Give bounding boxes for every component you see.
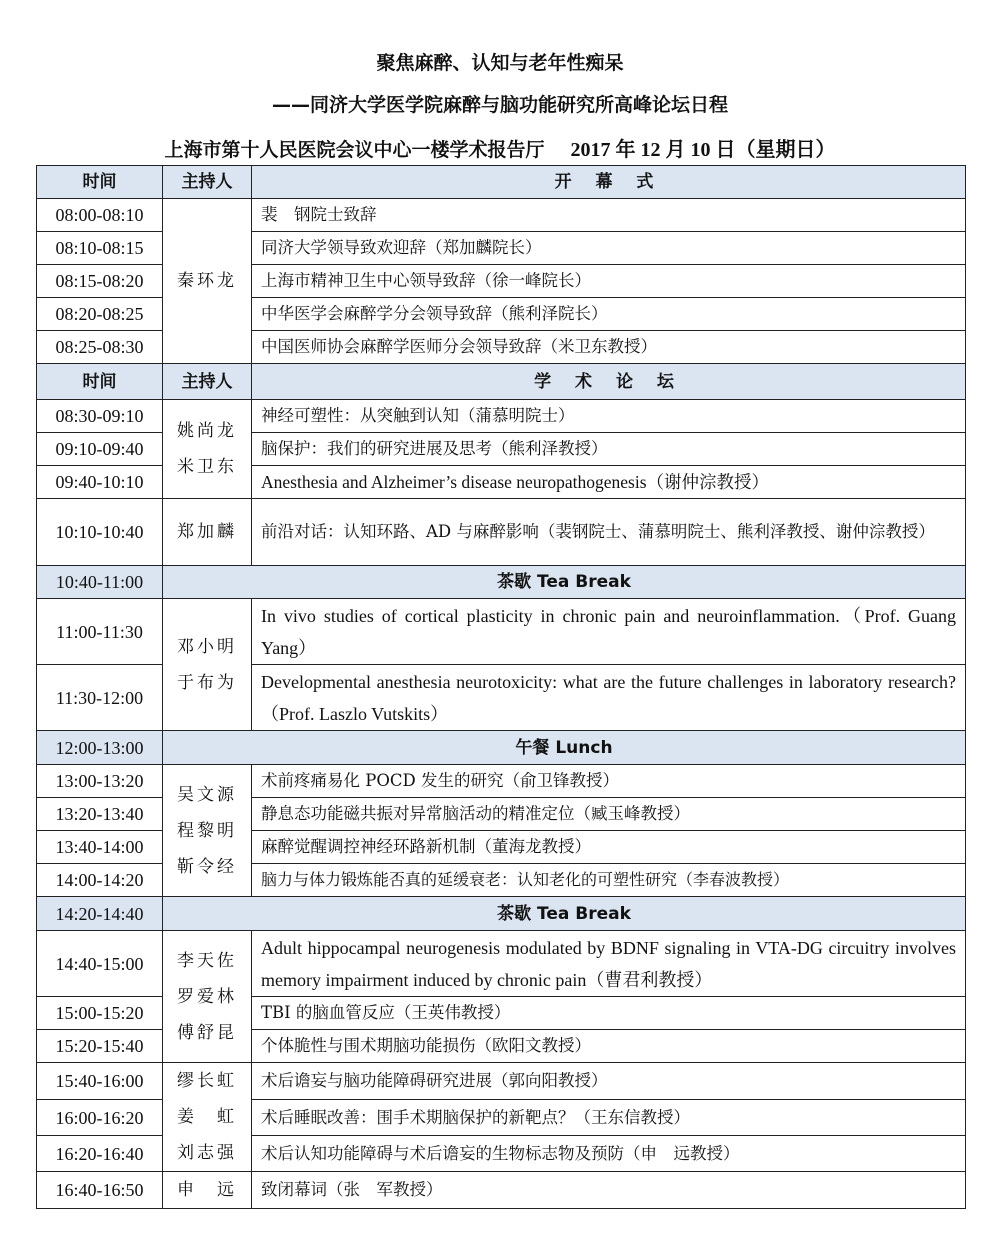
- venue: 上海市第十人民医院会议中心一楼学术报告厅: [164, 139, 545, 161]
- break-row: [37, 731, 966, 765]
- topic-cell: 脑力与体力锻炼能否真的延缓衰老：认知老化的可塑性研究（李春波教授）: [252, 864, 966, 897]
- table-row: [37, 499, 966, 566]
- time-cell: 11:30-12:00: [37, 665, 163, 731]
- host-cell: 郑加麟: [163, 499, 252, 566]
- break-row: [37, 897, 966, 931]
- time-cell: 15:20-15:40: [37, 1030, 163, 1063]
- event-date: 2017 年 12 月 10 日（星期日）: [570, 139, 836, 161]
- table-row: [37, 1172, 966, 1209]
- table-row: [37, 199, 966, 232]
- time-cell: 11:00-11:30: [37, 599, 163, 665]
- host-cell: 邓小明 于布为: [163, 599, 252, 731]
- topic-cell: 裴 钢院士致辞: [252, 199, 966, 232]
- time-cell: 08:20-08:25: [37, 298, 163, 331]
- break-label: 茶歇 Tea Break: [163, 897, 966, 931]
- topic-cell: 前沿对话：认知环路、AD 与麻醉影响（裴钢院士、蒲慕明院士、熊利泽教授、谢仲淙教授）: [252, 499, 966, 566]
- col-header-time: 时间: [37, 364, 163, 400]
- col-header-host: 主持人: [163, 364, 252, 400]
- topic-cell: 中国医师协会麻醉学医师分会领导致辞（米卫东教授）: [252, 331, 966, 364]
- time-cell: 15:40-16:00: [37, 1063, 163, 1100]
- time-cell: 09:10-09:40: [37, 433, 163, 466]
- time-cell: 16:20-16:40: [37, 1136, 163, 1172]
- time-cell: 13:20-13:40: [37, 798, 163, 831]
- time-cell: 14:00-14:20: [37, 864, 163, 897]
- time-cell: 15:00-15:20: [37, 997, 163, 1030]
- topic-cell: In vivo studies of cortical plasticity in chronic pain and neuroinflammation.（Prof. Guang Yang）: [252, 599, 966, 665]
- topic-cell: 个体脆性与围术期脑功能损伤（欧阳文教授）: [252, 1030, 966, 1063]
- topic-cell: 中华医学会麻醉学分会领导致辞（熊利泽院长）: [252, 298, 966, 331]
- header-row: [37, 364, 966, 400]
- topic-cell: 术后认知功能障碍与术后谵妄的生物标志物及预防（申 远教授）: [252, 1136, 966, 1172]
- topic-cell: 术后睡眠改善：围手术期脑保护的新靶点？（王东信教授）: [252, 1100, 966, 1136]
- col-header-host: 主持人: [163, 166, 252, 199]
- time-cell: 09:40-10:10: [37, 466, 163, 499]
- section-title-opening: 开 幕 式: [252, 166, 966, 199]
- host-cell: 申 远: [163, 1172, 252, 1209]
- time-cell: 13:00-13:20: [37, 765, 163, 798]
- time-cell: 14:20-14:40: [37, 897, 163, 931]
- topic-cell: 上海市精神卫生中心领导致辞（徐一峰院长）: [252, 265, 966, 298]
- time-cell: 08:30-09:10: [37, 400, 163, 433]
- schedule-table: [36, 165, 966, 1209]
- time-cell: 10:10-10:40: [37, 499, 163, 566]
- table-row: [37, 931, 966, 997]
- time-cell: 08:00-08:10: [37, 199, 163, 232]
- host-cell: 缪长虹 姜 虹 刘志强: [163, 1063, 252, 1172]
- topic-cell: 静息态功能磁共振对异常脑活动的精准定位（臧玉峰教授）: [252, 798, 966, 831]
- title-subtitle: ——同济大学医学院麻醉与脑功能研究所高峰论坛日程: [271, 94, 728, 116]
- table-row: [37, 1063, 966, 1100]
- topic-cell: Adult hippocampal neurogenesis modulated by BDNF signaling in VTA-DG circuitry involves memory impairment induced by chronic pain（曹君利教授）: [252, 931, 966, 997]
- topic-cell: Developmental anesthesia neurotoxicity: what are the future challenges in laboratory research?（Prof. Laszlo Vutskits）: [252, 665, 966, 731]
- col-header-time: 时间: [37, 166, 163, 199]
- host-cell: 姚尚龙 米卫东: [163, 400, 252, 499]
- host-cell: 吴文源 程黎明 靳令经: [163, 765, 252, 897]
- time-cell: 14:40-15:00: [37, 931, 163, 997]
- host-cell: 秦环龙: [163, 199, 252, 364]
- host-cell: 李天佐 罗爱林 傅舒昆: [163, 931, 252, 1063]
- topic-cell: 同济大学领导致欢迎辞（郑加麟院长）: [252, 232, 966, 265]
- time-cell: 10:40-11:00: [37, 566, 163, 599]
- time-cell: 08:15-08:20: [37, 265, 163, 298]
- topic-cell: TBI 的脑血管反应（王英伟教授）: [252, 997, 966, 1030]
- time-cell: 16:00-16:20: [37, 1100, 163, 1136]
- break-label: 午餐 Lunch: [163, 731, 966, 765]
- break-label: 茶歇 Tea Break: [163, 566, 966, 599]
- break-row: [37, 566, 966, 599]
- title-venue-date: [0, 133, 1000, 162]
- title-main: 聚焦麻醉、认知与老年性痴呆: [376, 52, 624, 74]
- topic-cell: 致闭幕词（张 军教授）: [252, 1172, 966, 1209]
- topic-cell: 术前疼痛易化 POCD 发生的研究（俞卫锋教授）: [252, 765, 966, 798]
- time-cell: 13:40-14:00: [37, 831, 163, 864]
- table-row: [37, 599, 966, 665]
- topic-cell: Anesthesia and Alzheimer’s disease neuropathogenesis（谢仲淙教授）: [252, 466, 966, 499]
- time-cell: 08:25-08:30: [37, 331, 163, 364]
- section-title-forum: 学 术 论 坛: [252, 364, 966, 400]
- time-cell: 08:10-08:15: [37, 232, 163, 265]
- topic-cell: 麻醉觉醒调控神经环路新机制（董海龙教授）: [252, 831, 966, 864]
- topic-cell: 术后谵妄与脑功能障碍研究进展（郭向阳教授）: [252, 1063, 966, 1100]
- time-cell: 16:40-16:50: [37, 1172, 163, 1209]
- topic-cell: 神经可塑性：从突触到认知（蒲慕明院士）: [252, 400, 966, 433]
- table-row: [37, 765, 966, 798]
- header-row: [37, 166, 966, 199]
- time-cell: 12:00-13:00: [37, 731, 163, 765]
- topic-cell: 脑保护：我们的研究进展及思考（熊利泽教授）: [252, 433, 966, 466]
- table-row: [37, 400, 966, 433]
